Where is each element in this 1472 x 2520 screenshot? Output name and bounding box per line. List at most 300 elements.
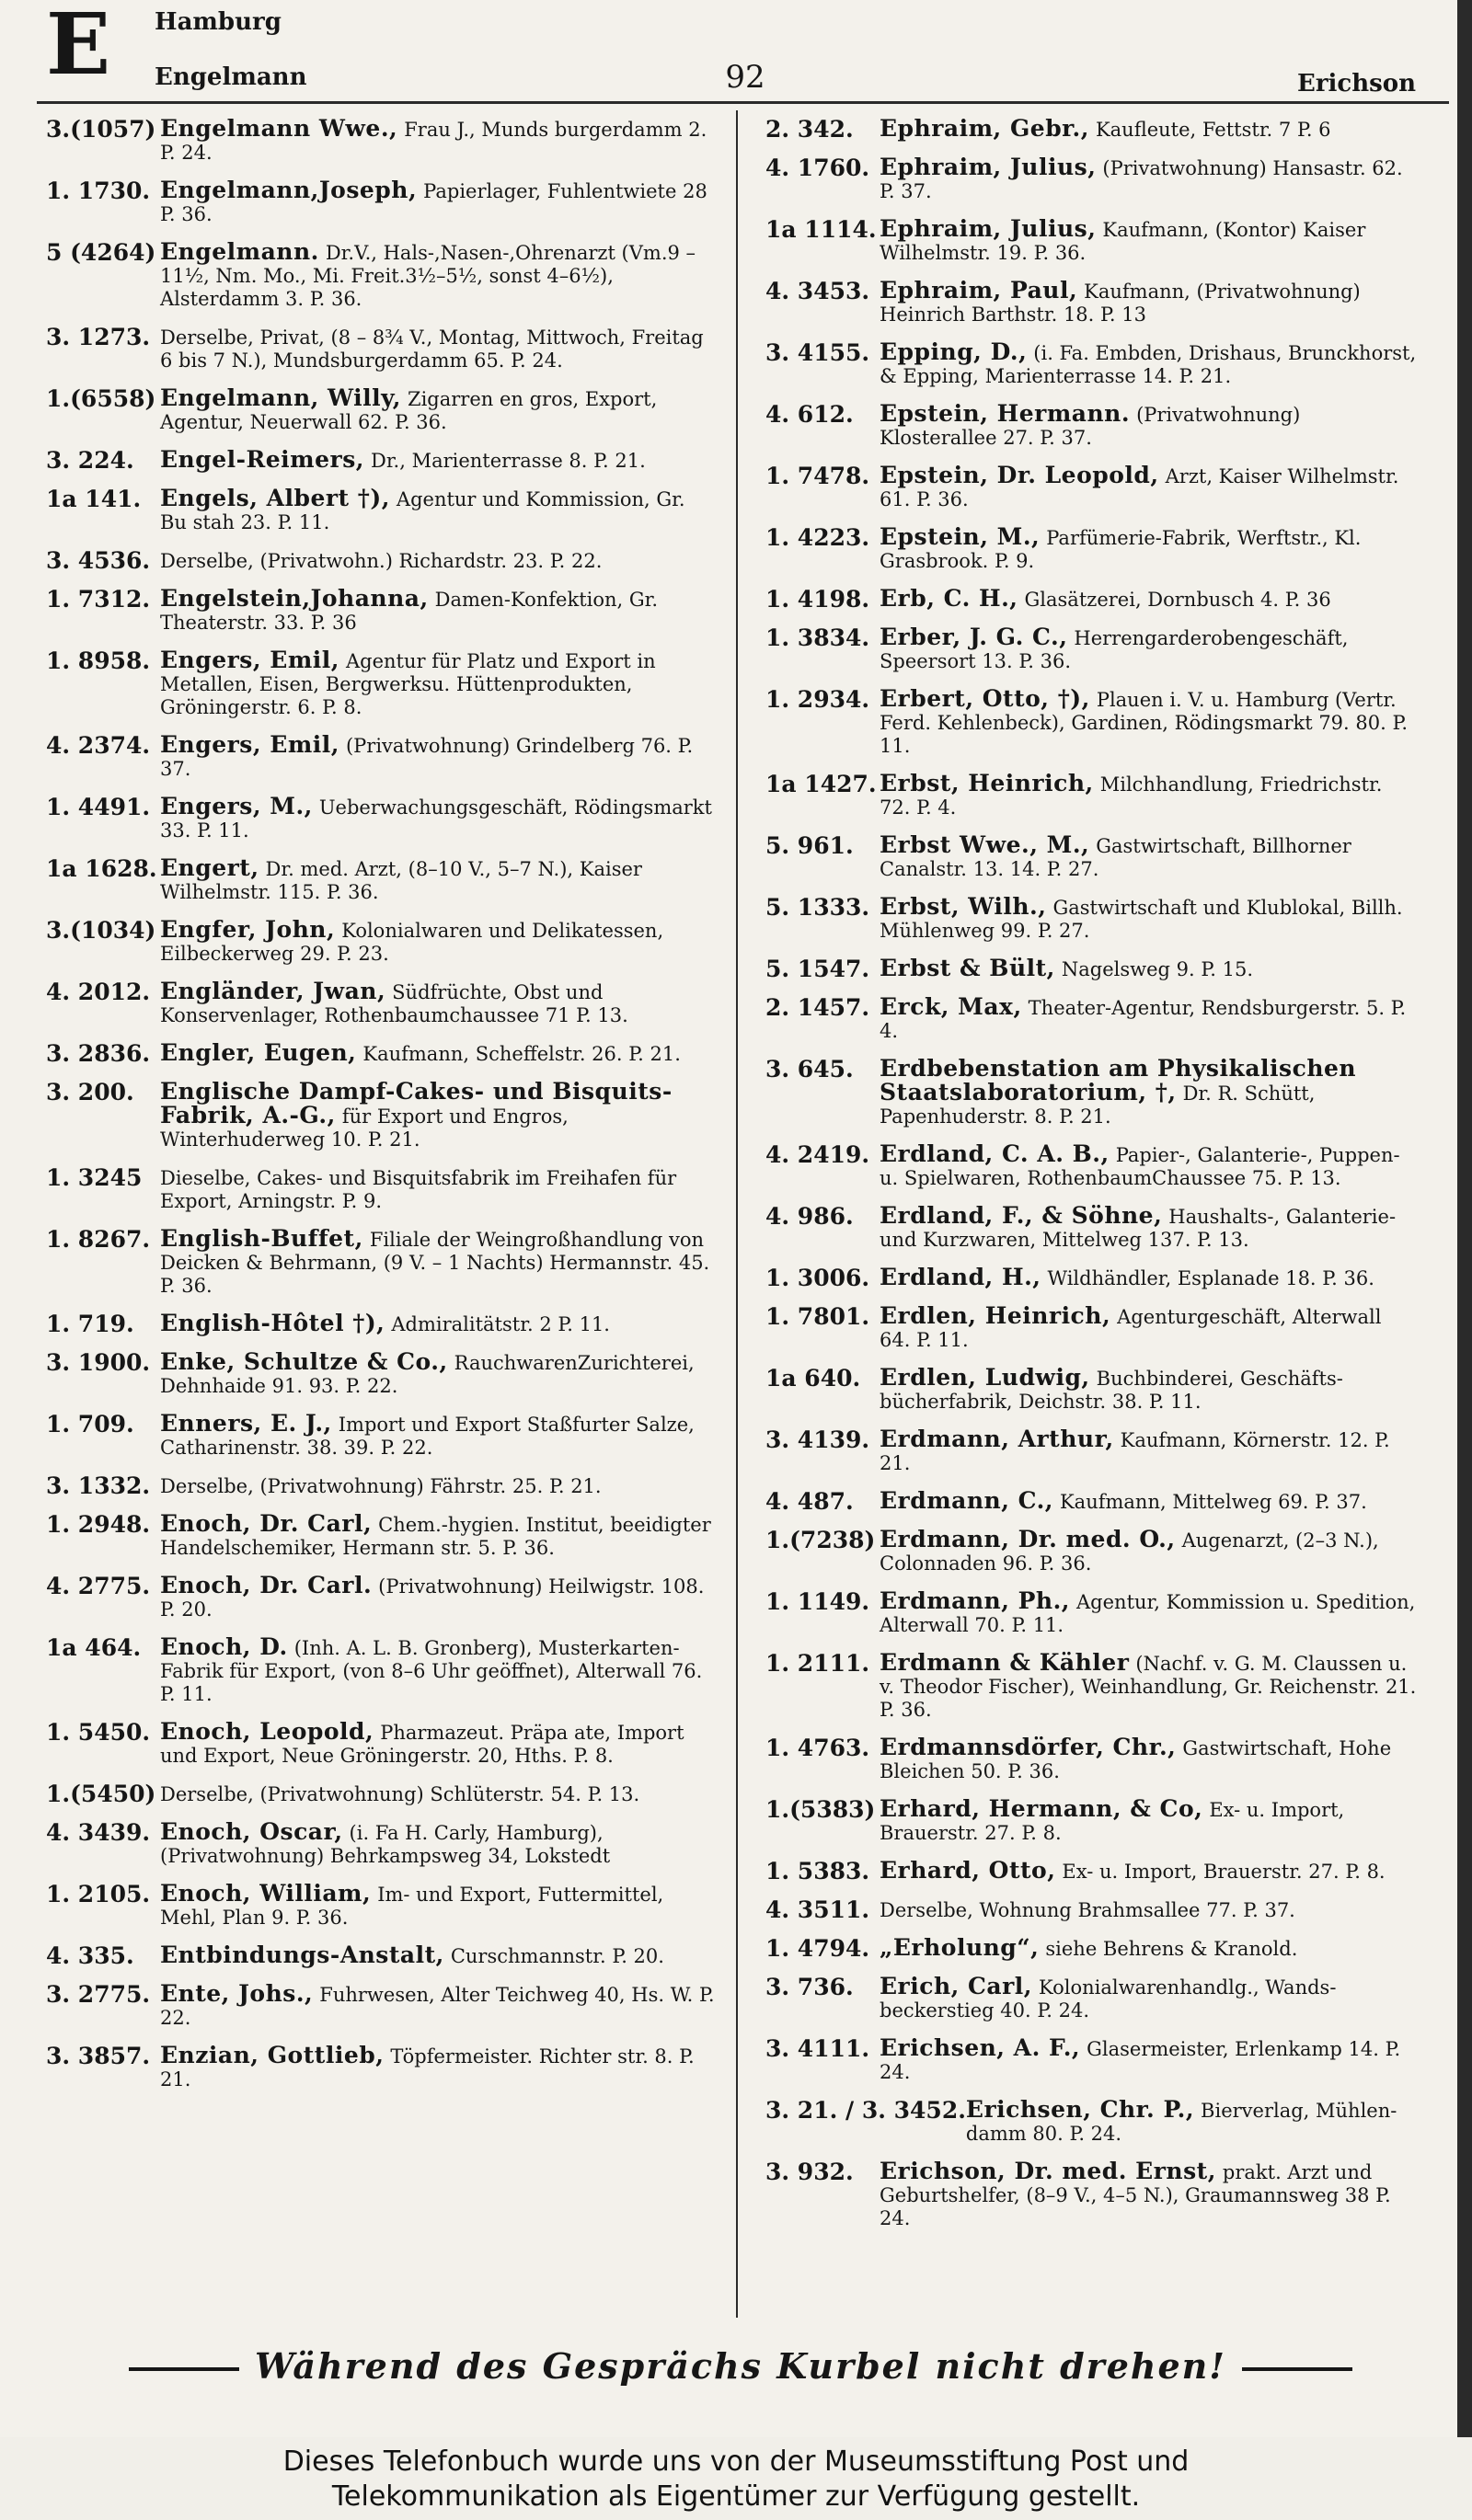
entry-details: Agentur für Platz und Export in Metallen, Eisen, Bergwerksu. Hüttenprodukten, Gröningerstr. 6. P. 8. — [160, 650, 656, 718]
section-letter: E — [46, 0, 111, 94]
directory-entry — [765, 831, 1417, 881]
entry-details: Agenturgeschäft, Alterwall 64. P. 11. — [880, 1306, 1382, 1351]
entry-name: Enzian, Gottlieb, — [160, 2042, 385, 2068]
phone-number: 1. 2105. — [46, 1881, 151, 1907]
directory-entry — [46, 446, 716, 474]
directory-entry — [765, 1649, 1417, 1722]
entry-name: Erhard, Otto, — [880, 1857, 1056, 1884]
phone-number: 1. 4223. — [765, 524, 870, 551]
entry-text — [160, 854, 716, 904]
entry-details: (Privatwohnung) Grindelberg 76. P. 37. — [160, 735, 694, 780]
directory-entry — [765, 770, 1417, 819]
phone-number: 4. 3439. — [46, 1819, 151, 1846]
entry-text — [880, 464, 1417, 511]
entry-name: Erdmann, Ph., — [880, 1587, 1071, 1614]
phone-number: 1.(6558) — [46, 385, 156, 412]
entry-details: Filiale der Weingroßhandlung von Deicken & Behrmann, (9 V. – 1 Nachts) Hermannstr. 45. P. 36. — [160, 1229, 710, 1297]
phone-number: 1. 4198. — [765, 586, 870, 613]
directory-entry — [765, 1364, 1417, 1414]
directory-entry — [765, 1302, 1417, 1352]
phone-number: 3. 1900. — [46, 1349, 151, 1376]
directory-entry — [46, 916, 716, 966]
phone-number: 4. 3511. — [765, 1896, 870, 1923]
entry-details: Arzt, Kaiser Wilhelmstr. 61. P. 36. — [880, 465, 1399, 510]
entry-details: Kaufmann, Scheffelstr. 26. P. 21. — [362, 1043, 681, 1065]
directory-entry — [765, 1266, 1417, 1290]
directory-entry — [46, 487, 716, 534]
entry-name: Erdlen, Heinrich, — [880, 1302, 1111, 1329]
entry-details: Dieselbe, Cakes- und Bisquitsfabrik im Freihafen für Export, Arningstr. P. 9. — [160, 1167, 677, 1212]
directory-entry — [765, 893, 1417, 943]
header-last-name: Erichson — [1297, 70, 1417, 97]
phone-number: 1.(5383) — [765, 1796, 876, 1823]
entry-details: (Nachf. v. G. M. Claussen u. v. Theodor Fischer), Weinhandlung, Gr. Reichenstr. 21. P. 36. — [880, 1653, 1417, 1721]
directory-entry — [46, 1718, 716, 1768]
entry-details: Bierverlag, Mühlendamm 80. P. 24. — [965, 2100, 1397, 2145]
entry-text — [160, 1782, 716, 1806]
notice-line-1: Dieses Telefonbuch wurde uns von der Museumsstiftung Post und — [282, 2446, 1190, 2478]
entry-text — [880, 893, 1417, 943]
entry-details: Derselbe, (Privatwohnung) Schlüterstr. 54. P. 13. — [160, 1783, 640, 1805]
entry-text — [880, 400, 1417, 450]
entry-details: RauchwarenZurichterei, Dehnhaide 91. 93. P. 22. — [160, 1352, 695, 1397]
entry-text — [880, 277, 1417, 326]
entry-details: Pharmazeut. Präpa ate, Import und Export, Neue Gröningerstr. 20, Hths. P. 8. — [160, 1722, 684, 1767]
directory-entry — [46, 238, 716, 311]
directory-entry — [765, 1973, 1417, 2022]
entry-name: Erichsen, A. F., — [880, 2034, 1081, 2061]
entry-details: Damen-Konfektion, Gr. Theaterstr. 33. P. 36 — [160, 589, 659, 634]
entry-details: prakt. Arzt und Geburtshelfer, (8–9 V., 4–5 N.), Graumannsweg 38 P. 24. — [880, 2161, 1391, 2229]
entry-name: Erdmann & Kähler — [880, 1649, 1130, 1676]
entry-details: Chem.-hygien. Institut, beeidigter Handelschemiker, Hermann str. 5. P. 36. — [160, 1514, 711, 1559]
directory-entry — [765, 115, 1417, 143]
entry-name: English-Buffet, — [160, 1225, 363, 1252]
entry-text — [160, 549, 716, 573]
entry-name: Engels, Albert †), — [160, 485, 390, 511]
entry-details: Buchbinderei, Geschäftsbücherfabrik, Deichstr. 38. P. 11. — [880, 1368, 1343, 1413]
entry-text — [160, 1039, 716, 1066]
entry-name: Erich, Carl, — [880, 1973, 1032, 1999]
entry-text — [880, 1202, 1417, 1252]
directory-entry — [765, 1587, 1417, 1637]
entry-details: Dr. R. Schütt, Papenhuderstr. 8. P. 21. — [880, 1082, 1316, 1128]
entry-name: Erdland, H., — [880, 1264, 1041, 1290]
directory-entry — [46, 1474, 716, 1498]
entry-details: Wildhändler, Esplanade 18. P. 36. — [1047, 1267, 1374, 1289]
entry-name: Ephraim, Julius, — [880, 154, 1097, 180]
entry-text — [880, 1526, 1417, 1575]
entry-name: Engers, Emil, — [160, 731, 339, 758]
entry-name: Ephraim, Julius, — [880, 215, 1097, 242]
notice-line-2: Telekommunikation als Eigentümer zur Verfügung gestellt. — [331, 2480, 1141, 2513]
header-first-name: Engelmann — [155, 63, 307, 91]
entry-text — [880, 1898, 1417, 1922]
phone-number: 3. 1273. — [46, 324, 151, 350]
phone-number: 1a 141. — [46, 486, 142, 512]
phone-number: 1a 464. — [46, 1634, 142, 1661]
entry-name: Erdmannsdörfer, Chr., — [880, 1734, 1177, 1760]
directory-entry — [46, 793, 716, 842]
ownership-notice — [0, 2439, 1472, 2520]
scan-edge — [1457, 0, 1472, 2437]
entry-name: Engers, M., — [160, 793, 313, 819]
entry-name: Ephraim, Gebr., — [880, 115, 1089, 142]
entry-details: Glasätzerei, Dornbusch 4. P. 36 — [1024, 589, 1331, 611]
entry-text — [160, 326, 716, 372]
entry-text — [160, 1944, 716, 1968]
entry-details: Parfümerie-Fabrik, Werftstr., Kl. Grasbrook. P. 9. — [880, 527, 1362, 572]
entry-details: Südfrüchte, Obst und Konservenlager, Rothenbaumchaussee 71 P. 13. — [160, 981, 628, 1026]
entry-name: Erdland, F., & Söhne, — [880, 1202, 1163, 1229]
directory-entry — [46, 2042, 716, 2091]
entry-details: Kolonialwarenhandlg., Wandsbeckerstieg 40. P. 24. — [880, 1976, 1337, 2022]
entry-details: Gastwirtschaft und Klublokal, Billh. Mühlenweg 99. P. 27. — [880, 897, 1403, 942]
directory-entry — [765, 685, 1417, 758]
directory-entry — [46, 1944, 716, 1968]
phone-number: 1.(5450) — [46, 1781, 156, 1807]
entry-details: (Privatwohnung) Hansastr. 62. P. 37. — [880, 157, 1403, 202]
phone-number: 1. 7801. — [765, 1303, 870, 1330]
entry-details: (i. Fa. Embden, Drishaus, Brunckhorst, & Epping, Marienterrasse 14. P. 21. — [880, 342, 1417, 387]
entry-name: Engelmann. — [160, 238, 319, 265]
directory-entry — [765, 993, 1417, 1043]
directory-entry — [46, 1348, 716, 1398]
entry-name: Erber, J. G. C., — [880, 624, 1068, 650]
phone-number: 4. 2775. — [46, 1573, 151, 1599]
entry-text — [880, 831, 1417, 881]
entry-text — [965, 2096, 1417, 2146]
phone-number: 3. 4139. — [765, 1426, 870, 1453]
entry-details: Kaufmann, (Privatwohnung) Heinrich Barthstr. 18. P. 13 — [880, 281, 1361, 326]
directory-entry — [46, 549, 716, 573]
entry-name: Erbst, Heinrich, — [880, 770, 1094, 796]
directory-entry — [765, 523, 1417, 573]
entry-name: Enoch, Leopold, — [160, 1718, 374, 1745]
entry-name: Engler, Eugen, — [160, 1039, 357, 1066]
entry-name: Epstein, Hermann. — [880, 400, 1131, 427]
directory-entry — [765, 2096, 1417, 2146]
phone-number: 4. 986. — [765, 1203, 854, 1230]
phone-number: 4. 2419. — [765, 1141, 870, 1168]
entry-details: Ueberwachungsgeschäft, Rödingsmarkt 33. P. 11. — [160, 796, 712, 842]
entry-text — [880, 993, 1417, 1043]
entry-name: Erdlen, Ludwig, — [880, 1364, 1090, 1391]
phone-number: 1. 5383. — [765, 1858, 870, 1884]
directory-entry — [46, 1410, 716, 1460]
phone-number: 3.(1057) — [46, 116, 156, 143]
entry-text — [160, 916, 716, 966]
entry-details: (Privatwohnung) Heilwigstr. 108. P. 20. — [160, 1575, 705, 1621]
entry-text — [880, 215, 1417, 265]
entry-name: Erdmann, C., — [880, 1487, 1053, 1514]
directory-entry — [46, 1633, 716, 1706]
phone-number: 1.(7238) — [765, 1527, 876, 1553]
entry-details: Kaufmann, Körnerstr. 12. P. 21. — [880, 1429, 1390, 1474]
entry-text — [160, 793, 716, 842]
phone-number: 3. 3857. — [46, 2043, 151, 2069]
entry-text — [160, 1510, 716, 1560]
directory-entry — [765, 1898, 1417, 1922]
directory-entry — [46, 1312, 716, 1336]
entry-text — [880, 1364, 1417, 1414]
slogan-text: Während des Gesprächs Kurbel nicht drehen! — [255, 2345, 1226, 2387]
phone-number: 5. 1333. — [765, 894, 870, 921]
entry-text — [880, 1428, 1417, 1475]
entry-name: Epstein, M., — [880, 523, 1041, 550]
entry-name: Ephraim, Paul, — [880, 277, 1078, 304]
entry-name: Engfer, John, — [160, 916, 336, 943]
directory-entry — [765, 1857, 1417, 1884]
entry-name: Englische Dampf-Cakes- und Bisquits-Fabrik, A.-G., — [160, 1078, 673, 1128]
entry-name: Enoch, D. — [160, 1633, 288, 1660]
entry-name: Erichsen, Chr. P., — [965, 2096, 1195, 2123]
entry-name: Engländer, Jwan, — [160, 978, 386, 1004]
phone-number: 3. 2775. — [46, 1981, 151, 2008]
phone-number: 3. 4536. — [46, 547, 151, 574]
phone-number: 1a 640. — [765, 1365, 861, 1392]
phone-number: 4. 1760. — [765, 155, 870, 181]
entry-text — [160, 649, 716, 719]
directory-entry — [765, 1202, 1417, 1252]
phone-number: 1. 3245 — [46, 1164, 143, 1191]
entry-text — [880, 1649, 1417, 1722]
entry-details: Kaufmann, Mittelweg 69. P. 37. — [1059, 1491, 1367, 1513]
directory-entry — [46, 585, 716, 635]
entry-text — [880, 1934, 1417, 1961]
entry-text — [880, 1055, 1417, 1128]
entry-details: (Inh. A. L. B. Gronberg), Musterkarten-Fabrik für Export, (von 8–6 Uhr geöffnet), Alterwall 76. P. 11. — [160, 1637, 703, 1705]
entry-details: Kolonialwaren und Delikatessen, Eilbeckerweg 29. P. 23. — [160, 920, 664, 965]
entry-text — [160, 1633, 716, 1706]
entry-name: Erbst, Wilh., — [880, 893, 1047, 920]
entry-text — [880, 1140, 1417, 1190]
entry-name: Engert, — [160, 854, 259, 881]
entry-details: Augenarzt, (2–3 N.), Colonnaden 96. P. 36. — [880, 1529, 1379, 1575]
phone-number: 1. 709. — [46, 1411, 134, 1438]
phone-number: 1a 1114. — [765, 216, 877, 243]
directory-entry — [765, 464, 1417, 511]
column-divider — [736, 110, 738, 2318]
entry-details: Frau J., Munds burgerdamm 2. P. 24. — [160, 119, 707, 164]
entry-text — [160, 1980, 716, 2030]
entry-details: Ex- u. Import, Brauerstr. 27. P. 8. — [880, 1799, 1345, 1844]
phone-number: 1a 1427. — [765, 771, 877, 797]
entry-details: (i. Fa H. Carly, Hamburg), (Privatwohnung) Behrkampsweg 34, Lokstedt — [160, 1822, 611, 1867]
phone-number: 1. 8267. — [46, 1226, 151, 1253]
entry-text — [880, 1973, 1417, 2022]
entry-name: Erck, Max, — [880, 993, 1022, 1020]
phone-number: 3. 4155. — [765, 339, 870, 366]
phone-number: 4. 2012. — [46, 979, 151, 1005]
directory-entry — [765, 215, 1417, 265]
entry-details: Dr., Marienterrasse 8. P. 21. — [370, 450, 646, 472]
entry-details: Theater-Agentur, Rendsburgerstr. 5. P. 4. — [880, 997, 1407, 1042]
entry-name: Erdmann, Arthur, — [880, 1426, 1114, 1452]
entry-details: Nagelsweg 9. P. 15. — [1061, 958, 1253, 980]
directory-entry — [765, 1428, 1417, 1475]
entry-text — [880, 770, 1417, 819]
phone-number: 1. 7312. — [46, 586, 151, 613]
entry-details: Derselbe, Wohnung Brahmsallee 77. P. 37. — [880, 1899, 1295, 1921]
phone-number: 1. 1149. — [765, 1588, 870, 1615]
entry-name: Erbst & Bült, — [880, 955, 1055, 981]
page-number: 92 — [725, 59, 765, 96]
entry-details: Ex- u. Import, Brauerstr. 27. P. 8. — [1062, 1861, 1386, 1883]
entry-text — [880, 2160, 1417, 2230]
phone-number: 1. 5450. — [46, 1719, 151, 1746]
directory-entry — [46, 854, 716, 904]
entry-name: Engelmann,Joseph, — [160, 177, 418, 203]
entry-text — [160, 2042, 716, 2091]
entry-details: (Privatwohnung) Klosterallee 27. P. 37. — [880, 404, 1301, 449]
entry-text — [160, 487, 716, 534]
phone-number: 5. 1547. — [765, 956, 870, 982]
directory-entry — [46, 1225, 716, 1298]
entry-name: Erb, C. H., — [880, 585, 1018, 612]
entry-text — [160, 980, 716, 1027]
phone-number: 1. 4763. — [765, 1735, 870, 1761]
entry-text — [880, 115, 1417, 142]
entry-details: Derselbe, (Privatwohnung) Fährstr. 25. P. 21. — [160, 1475, 602, 1497]
entry-details: siehe Behrens & Kranold. — [1045, 1938, 1298, 1960]
phone-number: 4. 612. — [765, 401, 854, 428]
entry-text — [160, 1718, 716, 1768]
entry-text — [160, 1078, 716, 1151]
entry-details: für Export und Engros, Winterhuderweg 10. P. 21. — [160, 1105, 569, 1151]
entry-text — [880, 523, 1417, 573]
phone-number: 1. 3834. — [765, 624, 870, 651]
entry-name: Erdmann, Dr. med. O., — [880, 1526, 1176, 1552]
entry-name: Enners, E. J., — [160, 1410, 332, 1437]
entry-name: Erbert, Otto, †), — [880, 685, 1090, 712]
entry-text — [880, 585, 1417, 612]
entry-text — [160, 1348, 716, 1398]
phone-number: 1. 1730. — [46, 178, 151, 204]
phone-number: 1. 2948. — [46, 1511, 151, 1538]
entry-details: Admiralitätstr. 2 P. 11. — [391, 1313, 610, 1335]
entry-details: Kaufleute, Fettstr. 7 P. 6 — [1095, 119, 1331, 141]
entry-text — [160, 1572, 716, 1621]
directory-entry — [46, 179, 716, 226]
entry-text — [880, 1736, 1417, 1783]
phone-number: 1. 7478. — [765, 463, 870, 489]
entry-details: Import und Export Staßfurter Salze, Catharinenstr. 38. 39. P. 22. — [160, 1414, 695, 1459]
directory-entry — [46, 1880, 716, 1930]
entry-name: Enoch, Dr. Carl. — [160, 1572, 373, 1598]
entry-details: Plauen i. V. u. Hamburg (Vertr. Ferd. Kehlenbeck), Gardinen, Rödingsmarkt 79. 80. P. 11. — [880, 689, 1409, 757]
entry-name: Enke, Schultze & Co., — [160, 1348, 448, 1375]
phone-number: 3. 932. — [765, 2159, 854, 2185]
directory-entry — [46, 1980, 716, 2030]
entry-details: Papierlager, Fuhlentwiete 28 P. 36. — [160, 180, 707, 225]
directory-entry — [765, 2160, 1417, 2230]
entry-details: Im- und Export, Futtermittel, Mehl, Plan 9. P. 36. — [160, 1884, 664, 1929]
entry-details: Papier-, Galanterie-, Puppen- u. Spielwaren, RothenbaumChaussee 75. P. 13. — [880, 1144, 1400, 1189]
entry-name: Erhard, Hermann, & Co, — [880, 1795, 1203, 1822]
entry-name: Enoch, Dr. Carl, — [160, 1510, 373, 1537]
directory-entry — [765, 1487, 1417, 1515]
directory-entry — [765, 585, 1417, 613]
directory-entry — [46, 1572, 716, 1621]
entry-text — [160, 179, 716, 226]
entry-details: Agentur und Kommission, Gr. Bu stah 23. P. 11. — [160, 488, 685, 533]
entry-details: Fuhrwesen, Alter Teichweg 40, Hs. W. P. 22. — [160, 1984, 715, 2029]
phone-number: 1. 8958. — [46, 647, 151, 674]
entry-text — [160, 384, 716, 434]
entry-details: Curschmannstr. P. 20. — [450, 1945, 664, 1967]
directory-entry — [46, 731, 716, 781]
directory-entry — [765, 1934, 1417, 1962]
entry-details: Dr. med. Arzt, (8–10 V., 5–7 N.), Kaiser Wilhelmstr. 115. P. 36. — [160, 858, 642, 903]
directory-entry — [765, 1736, 1417, 1783]
phone-number: 3. 200. — [46, 1079, 134, 1105]
entry-text — [880, 1795, 1417, 1845]
entry-name: Engelmann, Willy, — [160, 384, 401, 411]
entry-details: Zigarren en gros, Export, Agentur, Neuerwall 62. P. 36. — [160, 388, 658, 433]
header-rule — [37, 101, 1449, 104]
entry-text — [160, 731, 716, 781]
entry-text — [880, 1266, 1417, 1290]
entry-name: English-Hôtel †), — [160, 1310, 385, 1336]
phone-number: 5 (4264) — [46, 239, 156, 266]
entry-text — [160, 238, 716, 311]
entry-details: Glasermeister, Erlenkamp 14. P. 24. — [880, 2038, 1401, 2083]
phone-number: 3. 21. / 3. 3452. — [765, 2097, 966, 2124]
directory-entry — [765, 1055, 1417, 1128]
phone-number: 1. 2934. — [765, 686, 870, 713]
directory-entry — [765, 400, 1417, 450]
phone-number: 4. 2374. — [46, 732, 151, 759]
entry-details: Derselbe, Privat, (8 – 8¾ V., Montag, Mittwoch, Freitag 6 bis 7 N.), Mundsburgerdamm 65. P. 24. — [160, 326, 704, 372]
entry-name: Erichson, Dr. med. Ernst, — [880, 2158, 1216, 2184]
directory-entry — [46, 1782, 716, 1806]
directory-entry — [765, 277, 1417, 326]
entry-text — [880, 1857, 1417, 1884]
phone-number: 1. 4794. — [765, 1935, 870, 1962]
phone-number: 3. 645. — [765, 1056, 854, 1082]
phone-number: 1. 719. — [46, 1311, 134, 1337]
phone-number: 3. 224. — [46, 447, 134, 474]
entry-text — [880, 2034, 1417, 2084]
phone-number: 1. 3006. — [765, 1265, 870, 1291]
directory-entry — [46, 326, 716, 372]
entry-text — [160, 1312, 716, 1336]
entry-text — [160, 1166, 716, 1213]
entry-name: Enoch, Oscar, — [160, 1818, 343, 1845]
phone-number: 3. 1332. — [46, 1472, 151, 1499]
directory-entry — [46, 1039, 716, 1067]
entry-details: Kaufmann, (Kontor) Kaiser Wilhelmstr. 19. P. 36. — [880, 219, 1366, 264]
directory-entry — [765, 957, 1417, 981]
entry-text — [880, 685, 1417, 758]
phone-number: 5. 961. — [765, 832, 854, 859]
entry-name: Enoch, William, — [160, 1880, 372, 1907]
entry-details: Milchhandlung, Friedrichstr. 72. P. 4. — [880, 773, 1383, 819]
phone-number: 3. 4111. — [765, 2035, 870, 2062]
phone-number: 3. 2836. — [46, 1040, 151, 1067]
entry-details: Agentur, Kommission u. Spedition, Alterwall 70. P. 11. — [880, 1591, 1416, 1636]
entry-name: Engel-Reimers, — [160, 446, 364, 473]
slogan-rule-left — [129, 2367, 239, 2371]
entry-text — [160, 446, 716, 473]
phone-number: 4. 487. — [765, 1488, 854, 1515]
footer-slogan — [0, 2343, 1457, 2395]
phone-number: 1a 1628. — [46, 855, 157, 882]
header-city: Hamburg — [155, 8, 282, 36]
directory-entry — [46, 1818, 716, 1868]
entry-name: Engelmann Wwe., — [160, 115, 398, 142]
